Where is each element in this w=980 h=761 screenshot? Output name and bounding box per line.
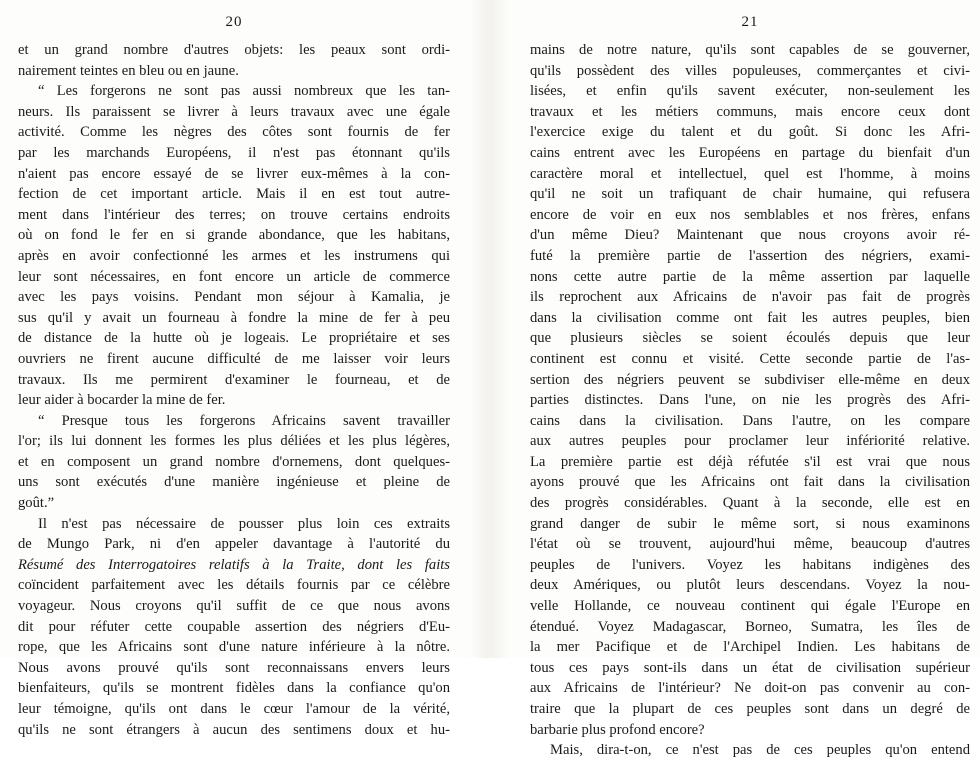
text-line: bienfaiteurs, qu'ils se montrent fidèles dans la confiance qu'on (18, 680, 450, 697)
text-line: peuples de l'univers. Voyez les habitans indigènes des (530, 556, 970, 573)
text-line: qu'ils ne sont étrangers à aucun des sentimens doux et hu- (18, 721, 450, 738)
text-line: Il n'est pas nécessaire de pousser plus loin ces extraits (38, 515, 450, 532)
text-line: cains dans la civilisation. Dans l'autre, on les compare (530, 412, 970, 429)
text-line: dans la civilisation comme ont fait les autres peuples, bien (530, 309, 970, 326)
text-line: uns sont exécutés d'une manière ingénieuse et pleine de (18, 474, 450, 491)
text-line: traire que la plupart de ces peuples sont dans un degré de (530, 701, 970, 717)
text-line: continent est connu et visité. Cette seconde partie de l'as- (530, 350, 970, 367)
text-line: encore de voir en eux nos semblables et nos frères, enfans (530, 206, 970, 223)
text-line: de Mungo Park, ni d'en appeler davantage à l'autorité du (18, 536, 450, 553)
text-line: deux Amériques, ou plutôt leurs descendans. Voyez la nou- (530, 577, 970, 594)
text-line: ils reprochent aux Africains de n'avoir pas fait de progrès (530, 289, 970, 306)
left-page (18, 0, 450, 738)
text-line: activité. Comme les nègres des côtes sont fournis de fer (18, 124, 450, 141)
text-line: neurs. Ils paraissent se livrer à leurs travaux avec une égale (18, 103, 450, 120)
text-line: ouvriers ne firent aucune difficulté de me laisser voir leurs (18, 350, 450, 367)
text-line: sus qu'il y avait un fourneau à fondre la mine de fer à peu (18, 309, 450, 326)
text-line: nons cette autre partie de la même assertion par laquelle (530, 268, 970, 285)
text-line: par les marchands Européens, il n'est pas étonnant qu'ils (18, 144, 450, 161)
text-line: ayons prouvé que les Africains ont fait dans la civilisation (530, 474, 970, 491)
text-line: barbarie plus profond encore? (530, 721, 705, 738)
left-page-text (18, 40, 450, 740)
text-line: velle Hollande, ce nouveau continent qui égale l'Europe en (530, 598, 970, 615)
text-line: coïncident parfaitement avec les détails fournis par ce célèbre (18, 577, 450, 594)
text-line: nairement teintes en bleu ou en jaune. (18, 62, 239, 79)
text-line: caractère moral et intellectuel, quel est l'homme, à moins (530, 165, 970, 182)
text-line: n'aient pas encore essayé de se livrer eux-mêmes à la con- (18, 165, 450, 182)
text-line: qu'ils possèdent des villes populeuses, commerçantes et civi- (530, 62, 970, 79)
text-line: avec les pays voisins. Pendant mon séjour à Kamalia, je (18, 289, 450, 306)
text-line: et en composent un grand nombre d'ornemens, dont quelques- (18, 453, 450, 470)
text-line: Mais, dira-t-on, ce n'est pas de ces peuples qu'on entend (550, 742, 970, 759)
text-line: La première partie est déjà réfutée s'il est vrai que nous (530, 453, 970, 470)
text-line: que plusieurs siècles se soient écoulés depuis que leur (530, 330, 970, 347)
text-line: leur témoigne, qu'ils ont dans le cœur l'amour de la vérité, (18, 701, 450, 717)
text-line: où on fond le fer en si grande abondance, que les habitans, (18, 227, 450, 244)
text-line: rope, que les Africains sont d'une nature inférieure à la nôtre. (18, 639, 450, 656)
text-line: grand danger de subir le même sort, si nous examinons (530, 515, 970, 532)
text-line: l'or; ils lui donnent les formes les plus déliées et les plus légères, (18, 433, 450, 450)
text-line: lisées, et enfin qu'ils savent exécuter, non-seulement les (530, 83, 970, 100)
text-line: aux autres peuples pour proclamer leur infériorité relative. (530, 433, 970, 450)
book-gutter (470, 0, 510, 658)
text-line: cains entrent avec les Européens en partage du bienfait d'un (530, 144, 970, 161)
text-line: leur aider à bocarder la mine de fer. (18, 392, 226, 409)
text-line: ment dans l'intérieur des terres; on trouve certains endroits (18, 206, 450, 223)
page-number-right: 21 (741, 14, 759, 30)
text-line: goût.” (18, 495, 55, 512)
text-line: travaux. Ils me permirent d'examiner le fourneau, et de (18, 371, 450, 388)
text-line: “ Presque tous les forgerons Africains savent travailler (38, 412, 450, 429)
text-line: travaux et les métiers communs, mais encore ceux dont (530, 103, 970, 120)
text-line: l'état où se trouvent, aujourd'hui même, beaucoup d'autres (530, 536, 970, 553)
text-line: aux Africains de l'intérieur? Ne doit-on pas convenir au con- (530, 680, 970, 697)
text-line: qu'il ne soit un trafiquant de chair humaine, qui refusera (530, 186, 970, 203)
page-number-left: 20 (225, 14, 243, 30)
text-line: futé la première partie de l'assertion des négriers, exami- (530, 247, 970, 264)
text-line: étendué. Voyez Madagascar, Borneo, Sumatra, les îles de (530, 618, 970, 635)
right-page (530, 0, 970, 759)
text-line: la mer Pacifique et de l'Archipel Indien. Les habitans de (530, 639, 970, 656)
text-line: de distance de la hutte où je logeais. Le propriétaire et ses (18, 330, 450, 347)
text-line: leur sont nécessaires, en font encore un article de commerce (18, 268, 450, 285)
text-line: et un grand nombre d'autres objets: les peaux sont ordi- (18, 42, 450, 58)
text-line: dit pour réfuter cette coupable assertion des négriers d'Eu- (18, 618, 450, 635)
text-line: Nous avons prouvé qu'ils sont reconnaissans envers leurs (18, 659, 450, 676)
text-line: voyageur. Nous croyons qu'il suffit de ce que nous avons (18, 598, 450, 615)
text-line-italic: Résumé des Interrogatoires relatifs à la Traite, dont les faits (18, 556, 450, 573)
text-line: d'un même Dieu? Maintenant que nous croyons avoir ré- (530, 227, 970, 244)
text-line: fection de cet important article. Mais il en est tout autre- (18, 186, 450, 203)
text-line: tous ces pays sont-ils dans un état de civilisation supérieur (530, 659, 970, 676)
text-line: après en avoir confectionné les armes et les instrumens qui (18, 247, 450, 264)
text-line: mains de notre nature, qu'ils sont capables de se gouverner, (530, 42, 970, 58)
text-line: des progrès considérables. Quant à la seconde, elle est en (530, 495, 970, 512)
text-line: “ Les forgerons ne sont pas aussi nombreux que les tan- (38, 83, 450, 100)
right-page-text (530, 40, 970, 761)
text-line: sertion des négriers peuvent se subdiviser elle-même en deux (530, 371, 970, 388)
text-line: l'exercice exige du talent et du goût. Si donc les Afri- (530, 124, 970, 141)
text-line: parties distinctes. Dans l'une, on nie les progrès des Afri- (530, 392, 970, 409)
